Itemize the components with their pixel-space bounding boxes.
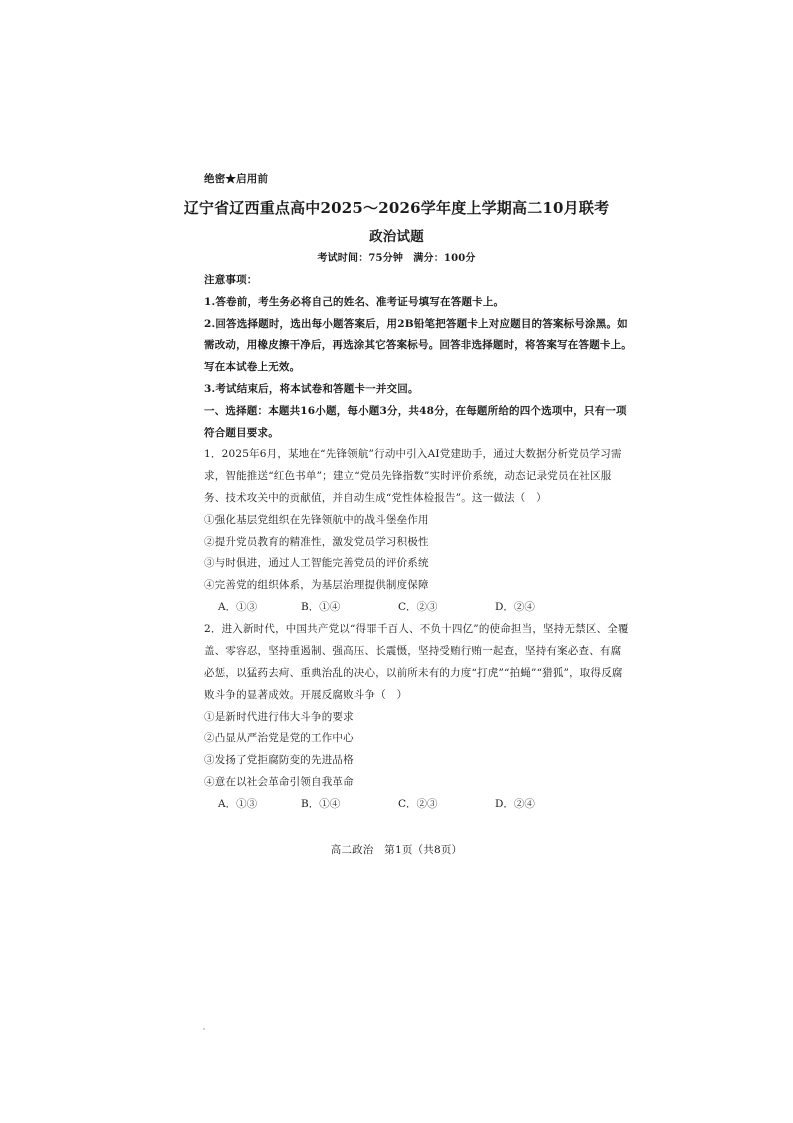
section-heading: 一、选择题：本题共16小题，每小题3分，共48分，在每题所给的四个选项中，只有一项 <box>204 405 627 417</box>
statement: ④意在以社会革命引领自我革命 <box>204 776 354 788</box>
statement: ①是新时代进行伟大斗争的要求 <box>204 711 354 723</box>
notice-item: 2.回答选择题时，选出每小题答案后，用2B铅笔把答题卡上对应题目的答案标号涂黑。如 <box>204 318 628 330</box>
statement: ③发扬了党拒腐防变的先进品格 <box>204 754 354 766</box>
notice-item: 需改动，用橡皮擦干净后，再选涂其它答案标号。回答非选择题时，将答案写在答题卡上。 <box>204 339 632 351</box>
notice-heading: 注意事项： <box>204 274 258 286</box>
question-stem: 务、技术攻关中的贡献值，并自动生成“党性体检报告”。这一做法（ ） <box>204 492 547 504</box>
scan-speck <box>203 1028 205 1030</box>
statement: ②凸显从严治党是党的工作中心 <box>204 732 354 744</box>
subject-title: 政治试题 <box>369 229 424 245</box>
statement: ①强化基层党组织在先锋领航中的战斗堡垒作用 <box>204 514 429 526</box>
question-stem: 败斗争的显著成效。开展反腐败斗争（ ） <box>204 689 408 701</box>
option-b: B．①④ <box>301 798 341 810</box>
question-stem: 1．2025年6月，某地在“先锋领航”行动中引入AI党建助手，通过大数据分析党员学习需 <box>204 448 622 460</box>
option-a: A．①③ <box>218 798 258 810</box>
statement: ②提升党员教育的精准性，激发党员学习积极性 <box>204 536 429 548</box>
secret-label: 绝密★启用前 <box>204 173 269 185</box>
notice-item: 写在本试卷上无效。 <box>204 361 301 373</box>
question-stem: 盖、零容忍，坚持重遏制、强高压、长震慑，坚持受贿行贿一起查，坚持有案必查、有腐 <box>204 645 622 657</box>
option-b: B．①④ <box>301 601 341 613</box>
notice-item: 1.答卷前，考生务必将自己的姓名、准考证号填写在答题卡上。 <box>204 296 505 308</box>
exam-title: 辽宁省辽西重点高中2025～2026学年度上学期高二10月联考 <box>183 199 610 217</box>
section-heading-cont: 符合题目要求。 <box>204 427 279 439</box>
question-stem: 2．进入新时代，中国共产党以“得罪千百人、不负十四亿”的使命担当，坚持无禁区、全覆 <box>204 623 629 635</box>
notice-item: 3.考试结束后，将本试卷和答题卡一并交回。 <box>204 383 419 395</box>
statement: ④完善党的组织体系，为基层治理提供制度保障 <box>204 579 429 591</box>
page-footer: 高二政治 第1页（共8页） <box>330 844 463 856</box>
option-d: D．②④ <box>495 601 535 613</box>
option-c: C．②③ <box>398 601 438 613</box>
question-stem: 必惩，以猛药去疴、重典治乱的决心，以前所未有的力度“打虎”“拍蝇”“猎狐”，取得反腐 <box>204 667 623 679</box>
question-stem: 求，智能推送“红色书单”；建立“党员先锋指数”实时评价系统，动态记录党员在社区服 <box>204 470 612 482</box>
statement: ③与时俱进，通过人工智能完善党员的评价系统 <box>204 557 429 569</box>
option-c: C．②③ <box>398 798 438 810</box>
exam-info: 考试时间：75分钟 满分：100分 <box>317 253 476 264</box>
option-a: A．①③ <box>218 601 258 613</box>
option-d: D．②④ <box>495 798 535 810</box>
